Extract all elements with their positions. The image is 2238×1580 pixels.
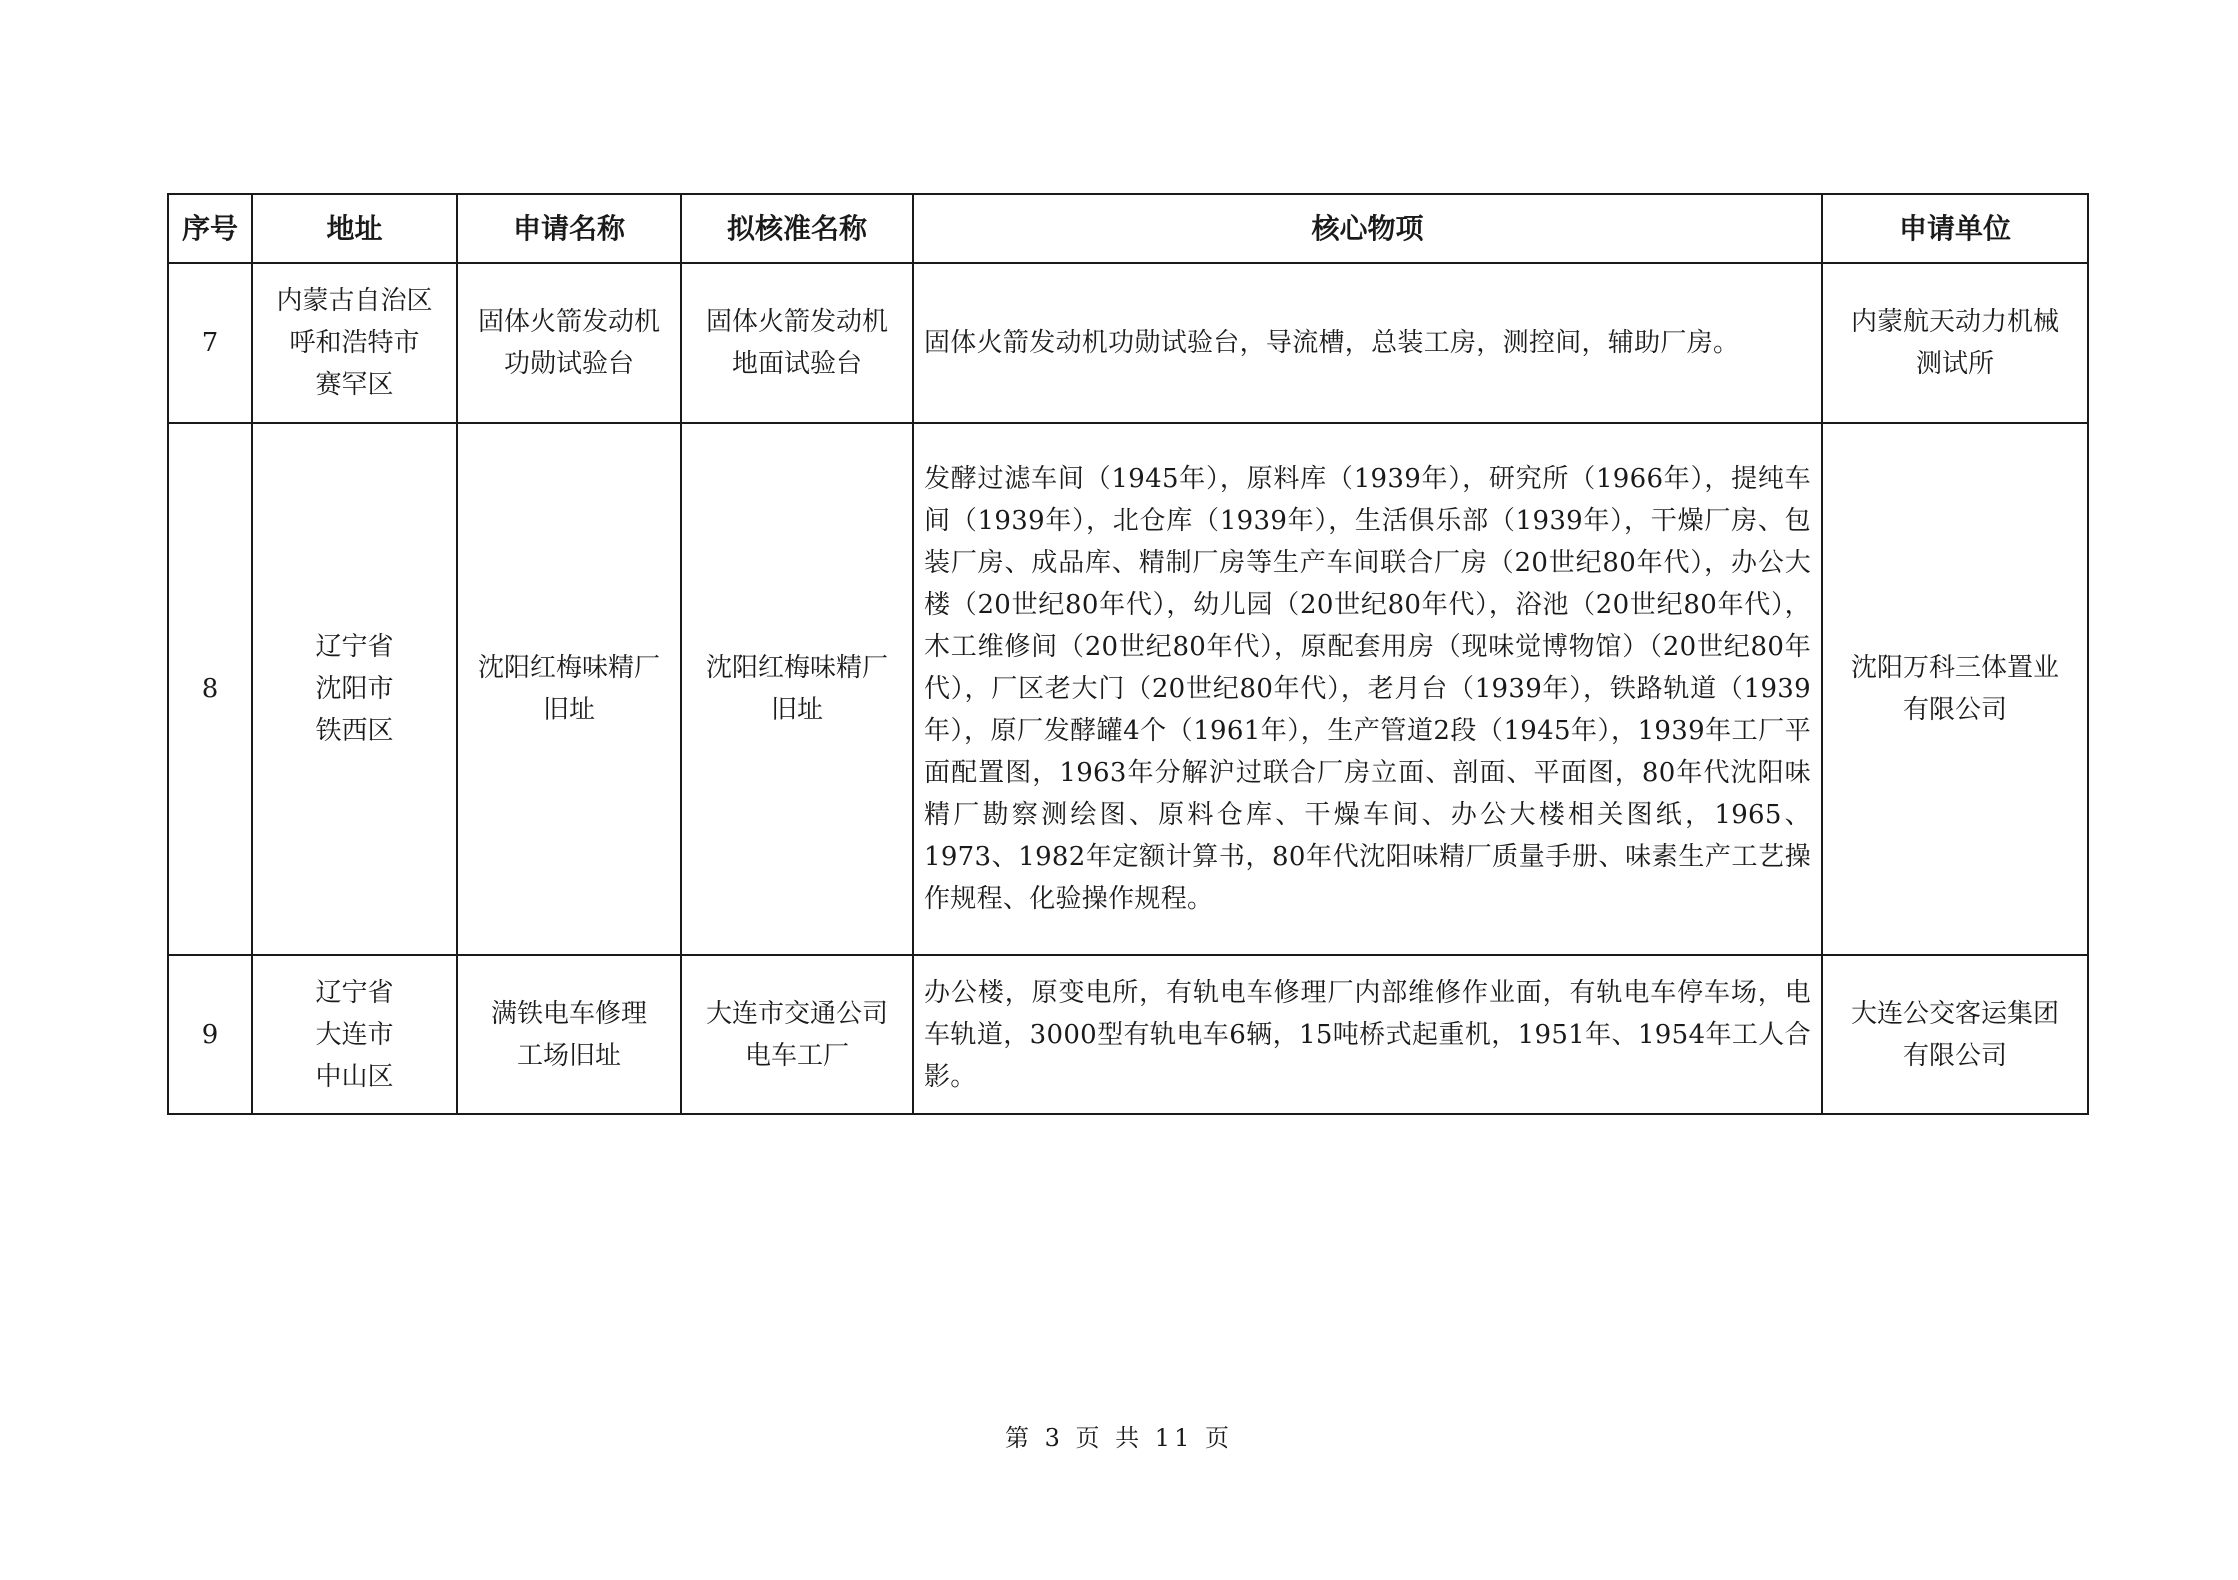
cell-applicant	[1822, 423, 2088, 955]
header-core-items: 核心物项	[913, 194, 1822, 263]
table-row	[168, 263, 2088, 423]
header-approved-name: 拟核准名称	[681, 194, 913, 263]
applicant-line: 有限公司	[1902, 695, 2007, 725]
cell-applicant	[1822, 955, 2088, 1114]
cell-approved-name	[681, 263, 913, 423]
applied-name-line: 固体火箭发动机	[477, 307, 660, 337]
address-line: 赛罕区	[315, 370, 394, 400]
header-seq: 序号	[168, 194, 252, 263]
approved-name-line: 电车工厂	[744, 1040, 849, 1071]
applied-name-line: 功勋试验台	[503, 349, 634, 379]
applied-name-line: 旧址	[542, 695, 595, 725]
address-line: 辽宁省	[315, 977, 394, 1008]
approved-name-line: 大连市交通公司	[705, 998, 888, 1029]
page-number-footer: 第 3 页 共 11 页	[1005, 1424, 1233, 1452]
address-line: 辽宁省	[315, 632, 394, 662]
address-line: 内蒙古自治区	[276, 286, 433, 316]
approved-name-line: 地面试验台	[731, 349, 862, 379]
address-line: 铁西区	[315, 716, 394, 746]
applicant-line: 内蒙航天动力机械	[1850, 307, 2059, 337]
cell-core-items: 发酵过滤车间（1945年），原料库（1939年），研究所（1966年），提纯车间（1939年），北仓库（1939年），生活俱乐部（1939年），干燥厂房、包装厂房、成品库、精制厂房等生产车间联合厂房（20世纪80年代），办公大楼（20世纪80年代），幼儿园（20世纪80年代），浴池（20世纪80年代），木工维修间（20世纪80年代），原配套用房（现味觉博物馆）（20世纪80年代），厂区老大门（20世纪80年代），老月台（1939年），铁路轨道（1939年），原厂发酵罐4个（1961年），生产管道2段（1945年），1939年工厂平面配置图，1963年分解沪过联合厂房立面、剖面、平面图，80年代沈阳味精厂勘察测绘图、原料仓库、干燥车间、办公大楼相关图纸，1965、1973、1982年定额计算书，80年代沈阳味精厂质量手册、味素生产工艺操作规程、化验操作规程。	[913, 423, 1822, 955]
header-applicant: 申请单位	[1822, 194, 2088, 263]
address-line: 呼和浩特市	[289, 328, 420, 358]
applicant-line: 有限公司	[1902, 1040, 2007, 1071]
cell-core-items: 办公楼，原变电所，有轨电车修理厂内部维修作业面，有轨电车停车场，电车轨道，3000型有轨电车6辆，15吨桥式起重机，1951年、1954年工人合影。	[913, 955, 1822, 1114]
header-applied-name: 申请名称	[457, 194, 681, 263]
heritage-list-table	[167, 193, 2089, 1115]
applied-name-line: 满铁电车修理	[490, 998, 647, 1029]
address-line: 中山区	[315, 1061, 394, 1092]
header-address: 地址	[252, 194, 457, 263]
approved-name-line: 旧址	[770, 695, 823, 725]
approved-name-line: 沈阳红梅味精厂	[705, 653, 888, 683]
cell-approved-name	[681, 423, 913, 955]
applied-name-line: 工场旧址	[516, 1040, 621, 1071]
table-row	[168, 423, 2088, 955]
cell-address	[252, 263, 457, 423]
address-line: 大连市	[315, 1019, 394, 1050]
approved-name-line: 固体火箭发动机	[705, 307, 888, 337]
cell-seq: 8	[168, 423, 252, 955]
cell-address	[252, 423, 457, 955]
cell-applied-name	[457, 423, 681, 955]
cell-applied-name	[457, 955, 681, 1114]
cell-core-items: 固体火箭发动机功勋试验台，导流槽，总装工房，测控间，辅助厂房。	[913, 263, 1822, 423]
address-line: 沈阳市	[315, 674, 394, 704]
cell-seq: 7	[168, 263, 252, 423]
cell-address	[252, 955, 457, 1114]
cell-applicant	[1822, 263, 2088, 423]
applicant-line: 测试所	[1915, 349, 1994, 379]
applicant-line: 大连公交客运集团	[1850, 998, 2059, 1029]
table-row	[168, 955, 2088, 1114]
applicant-line: 沈阳万科三体置业	[1850, 653, 2059, 683]
cell-applied-name	[457, 263, 681, 423]
table-header-row	[168, 194, 2088, 263]
applied-name-line: 沈阳红梅味精厂	[477, 653, 660, 683]
cell-seq: 9	[168, 955, 252, 1114]
cell-approved-name	[681, 955, 913, 1114]
